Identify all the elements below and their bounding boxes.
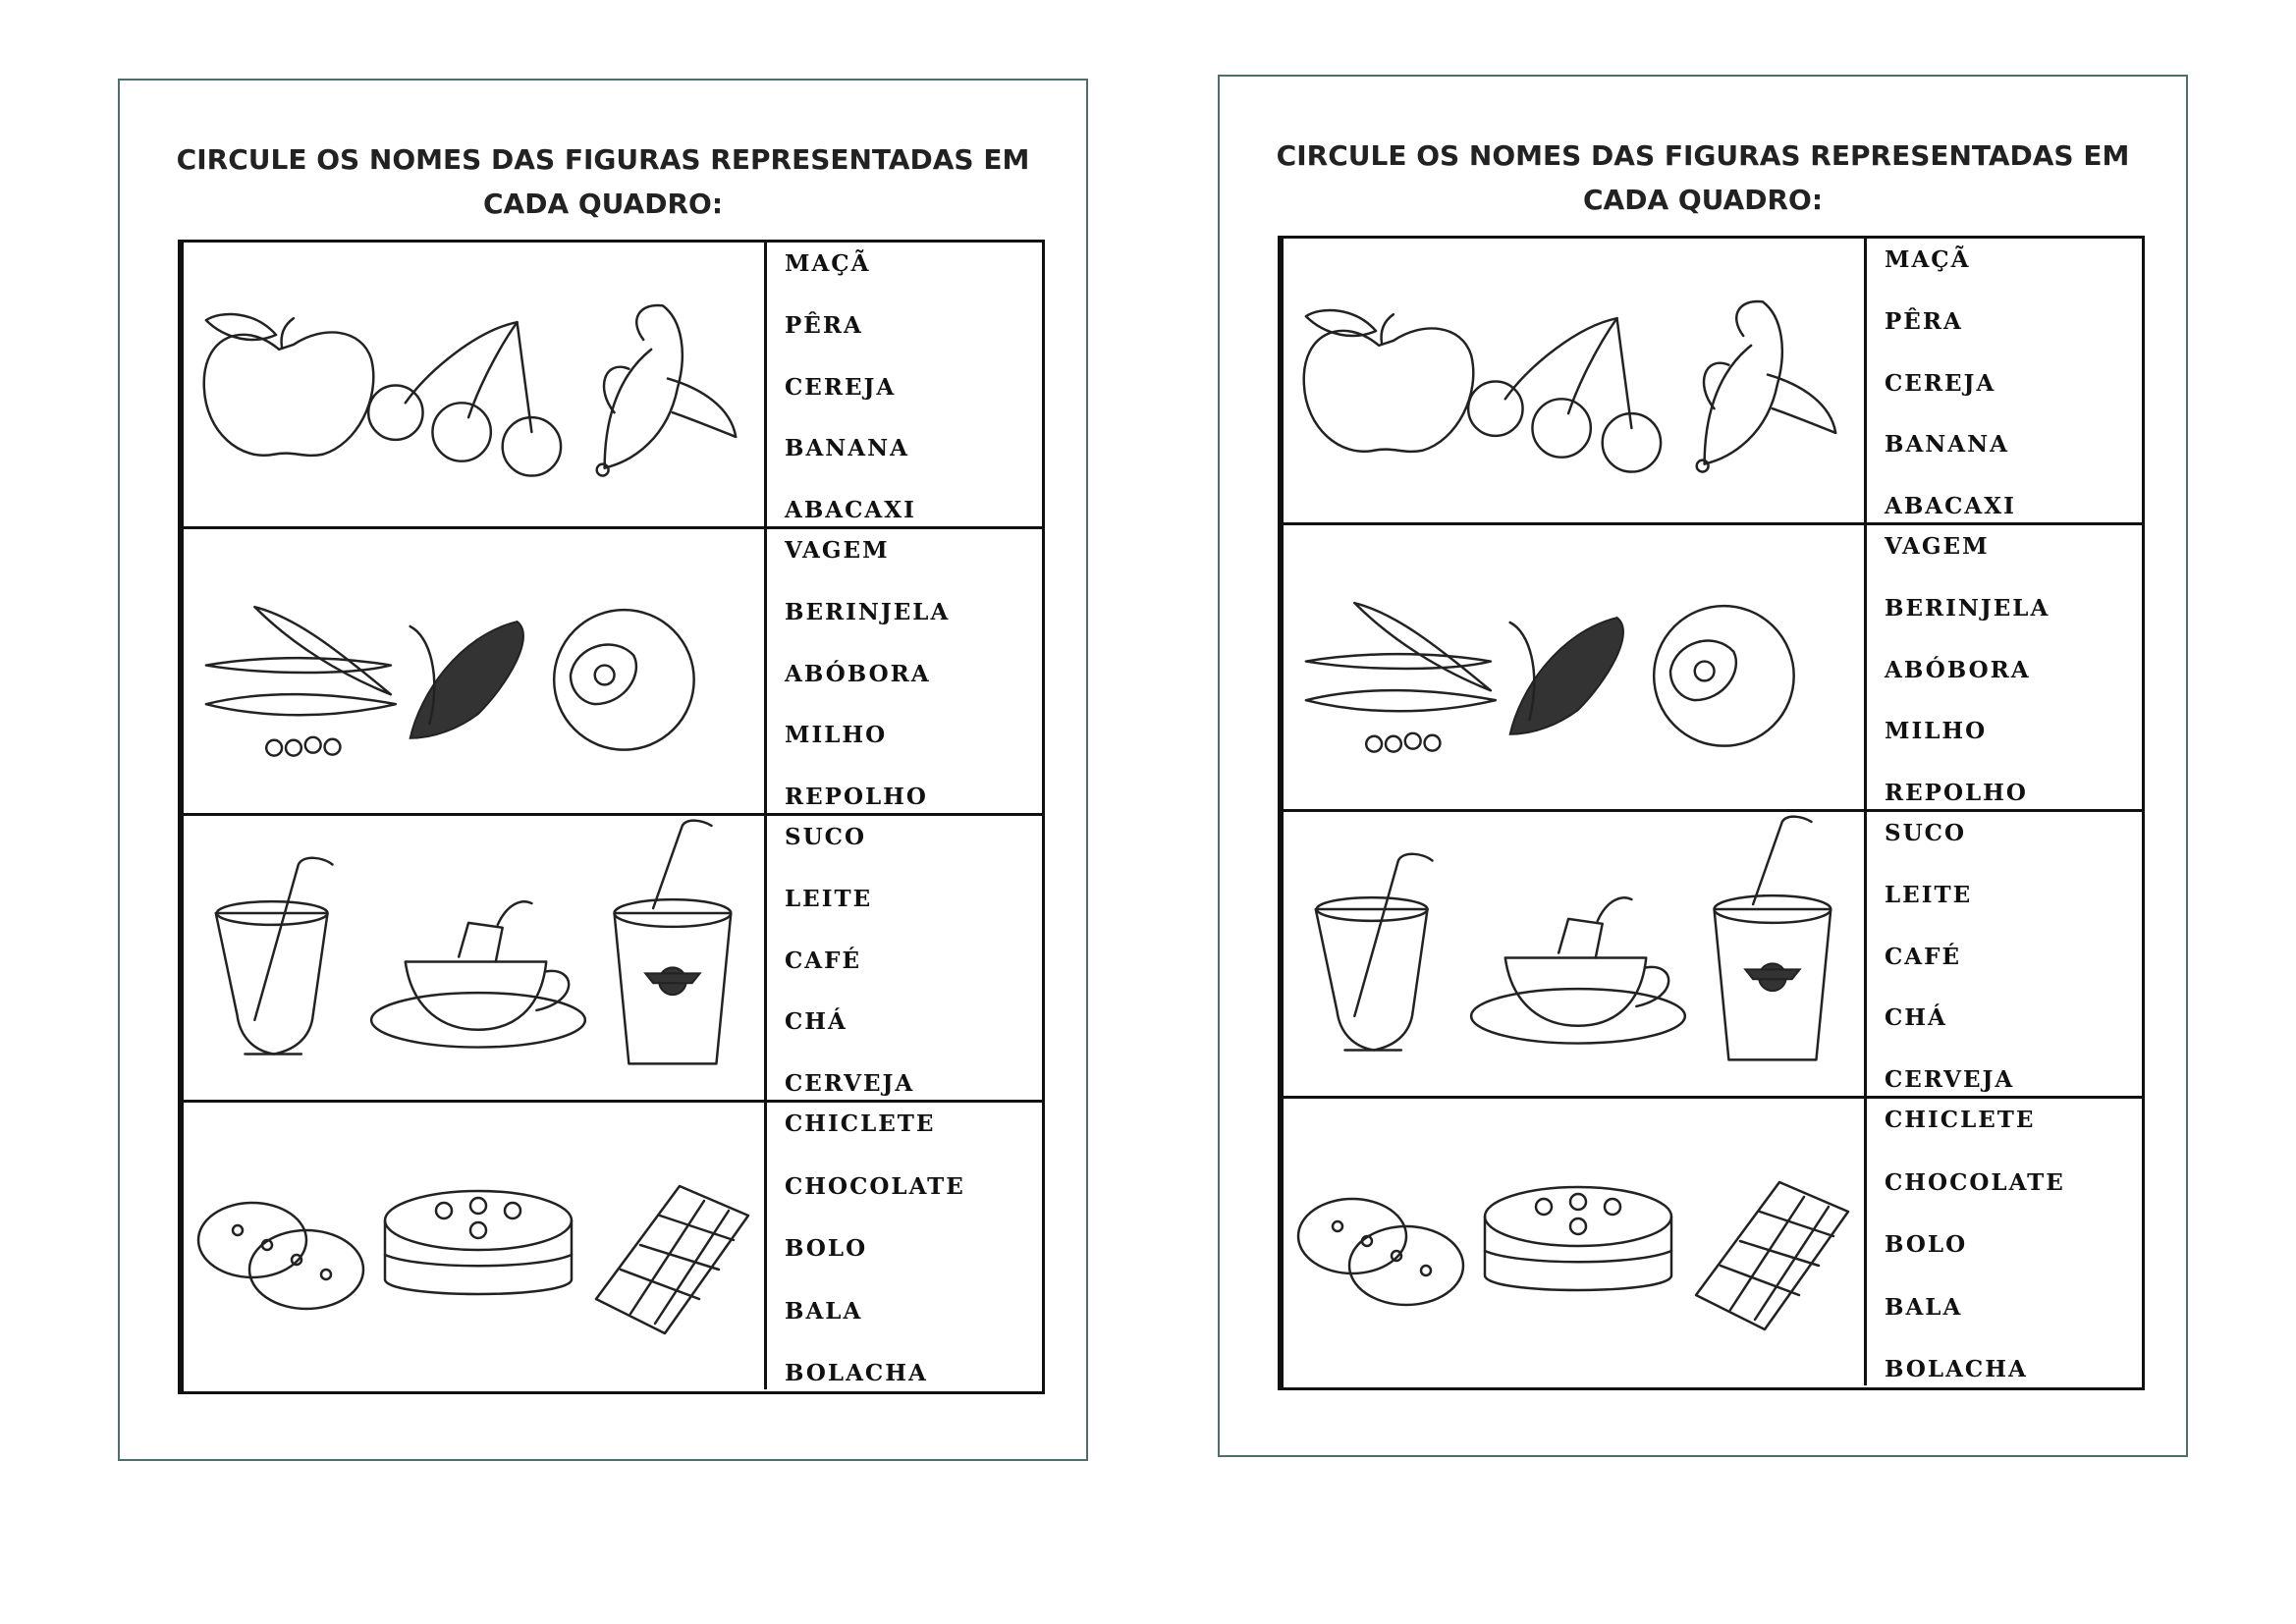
cake-icon	[1485, 1187, 1671, 1290]
tea-cup-icon	[1471, 897, 1685, 1043]
green-beans-icon	[1306, 603, 1496, 751]
pictures-cell	[1284, 239, 1867, 522]
words-cell	[1875, 525, 2142, 809]
chocolate-bar-icon	[1696, 1182, 1848, 1329]
corn-icon	[1510, 618, 1623, 734]
word-option[interactable]: ABÓBORA	[1885, 656, 2031, 683]
word-option[interactable]: LEITE	[785, 885, 873, 912]
row-vegetables	[184, 529, 1042, 816]
pictures-cell	[184, 243, 767, 526]
juice-glass-icon	[1316, 854, 1433, 1051]
worksheet-title	[120, 137, 1086, 226]
corn-icon	[410, 622, 523, 738]
word-option[interactable]: REPOLHO	[785, 784, 928, 810]
words-cell	[1875, 1099, 2142, 1385]
words-cell	[775, 243, 1042, 526]
banana-icon	[597, 305, 737, 476]
row-fruits	[184, 243, 1042, 529]
word-option[interactable]: CHICLETE	[1885, 1107, 2036, 1133]
milk-cup-icon	[615, 821, 732, 1064]
pictures-cell	[184, 816, 767, 1100]
worksheet-left	[118, 79, 1088, 1461]
word-option[interactable]: REPOLHO	[1885, 780, 2028, 806]
title-line-2: CADA QUADRO:	[482, 188, 724, 220]
pictures-cell	[1284, 1099, 1867, 1385]
words-cell	[775, 816, 1042, 1100]
apple-icon	[1304, 310, 1474, 452]
worksheet-title	[1220, 134, 2186, 222]
word-option[interactable]: BALA	[1885, 1293, 1963, 1321]
word-option[interactable]: BOLACHA	[1885, 1356, 2028, 1382]
word-option[interactable]: ABACAXI	[785, 497, 916, 523]
row-fruits	[1284, 239, 2142, 525]
worksheet-right	[1218, 75, 2188, 1457]
word-option[interactable]: BOLO	[785, 1235, 868, 1262]
words-cell	[775, 1103, 1042, 1389]
word-option[interactable]: CHÁ	[785, 1008, 847, 1036]
exercise-grid	[181, 240, 1045, 1394]
cookies-icon	[198, 1203, 363, 1309]
title-line-1: CIRCULE OS NOMES DAS FIGURAS REPRESENTADAS EM	[176, 143, 1030, 176]
word-option[interactable]: VAGEM	[1885, 533, 1990, 560]
word-option[interactable]: BERINJELA	[1885, 594, 2050, 622]
tea-cup-icon	[371, 901, 585, 1047]
words-cell	[775, 529, 1042, 813]
word-option[interactable]: BOLO	[1885, 1231, 1968, 1258]
word-option[interactable]: BANANA	[1885, 431, 2010, 459]
row-drinks	[184, 816, 1042, 1103]
exercise-grid	[1281, 236, 2145, 1390]
green-beans-icon	[206, 607, 396, 755]
word-option[interactable]: CAFÉ	[1885, 943, 1962, 970]
word-option[interactable]: PÊRA	[1885, 307, 1963, 335]
pumpkin-icon	[1654, 606, 1794, 746]
juice-glass-icon	[216, 858, 333, 1055]
banana-icon	[1697, 301, 1836, 472]
chocolate-bar-icon	[596, 1186, 748, 1333]
word-option[interactable]: SUCO	[785, 824, 867, 850]
word-option[interactable]: CEREJA	[1885, 369, 1996, 397]
word-option[interactable]: MAÇÃ	[1885, 246, 1971, 273]
cake-icon	[385, 1191, 572, 1294]
row-sweets	[184, 1103, 1042, 1389]
row-drinks	[1284, 812, 2142, 1099]
word-option[interactable]: CHICLETE	[785, 1110, 936, 1137]
word-option[interactable]: CERVEJA	[785, 1070, 915, 1097]
word-option[interactable]: BANANA	[785, 435, 910, 462]
row-vegetables	[1284, 525, 2142, 812]
word-option[interactable]: PÊRA	[785, 311, 863, 339]
cookies-icon	[1298, 1199, 1463, 1305]
word-option[interactable]: MILHO	[785, 722, 888, 749]
words-cell	[1875, 812, 2142, 1096]
milk-cup-icon	[1715, 817, 1831, 1060]
words-cell	[1875, 239, 2142, 522]
row-sweets	[1284, 1099, 2142, 1385]
word-option[interactable]: CHOCOLATE	[785, 1172, 965, 1200]
word-option[interactable]: CERVEJA	[1885, 1066, 2015, 1093]
pictures-cell	[184, 529, 767, 813]
word-option[interactable]: BOLACHA	[785, 1360, 928, 1386]
title-line-1: CIRCULE OS NOMES DAS FIGURAS REPRESENTADAS EM	[1276, 139, 2130, 172]
word-option[interactable]: ABACAXI	[1885, 493, 2016, 519]
word-option[interactable]: MAÇÃ	[785, 250, 871, 277]
cherries-icon	[1468, 318, 1661, 471]
word-option[interactable]: LEITE	[1885, 881, 1973, 908]
word-option[interactable]: MILHO	[1885, 718, 1988, 745]
pictures-cell	[184, 1103, 767, 1389]
word-option[interactable]: ABÓBORA	[785, 660, 931, 687]
word-option[interactable]: CEREJA	[785, 373, 897, 401]
word-option[interactable]: SUCO	[1885, 820, 1967, 846]
word-option[interactable]: CHÁ	[1885, 1004, 1947, 1032]
word-option[interactable]: CAFÉ	[785, 947, 862, 974]
word-option[interactable]: BERINJELA	[785, 598, 951, 625]
word-option[interactable]: CHOCOLATE	[1885, 1168, 2065, 1196]
title-line-2: CADA QUADRO:	[1582, 184, 1824, 216]
pumpkin-icon	[554, 610, 694, 750]
cherries-icon	[368, 322, 561, 475]
apple-icon	[204, 314, 374, 456]
pictures-cell	[1284, 812, 1867, 1096]
pictures-cell	[1284, 525, 1867, 809]
word-option[interactable]: BALA	[785, 1297, 863, 1325]
word-option[interactable]: VAGEM	[785, 537, 890, 564]
